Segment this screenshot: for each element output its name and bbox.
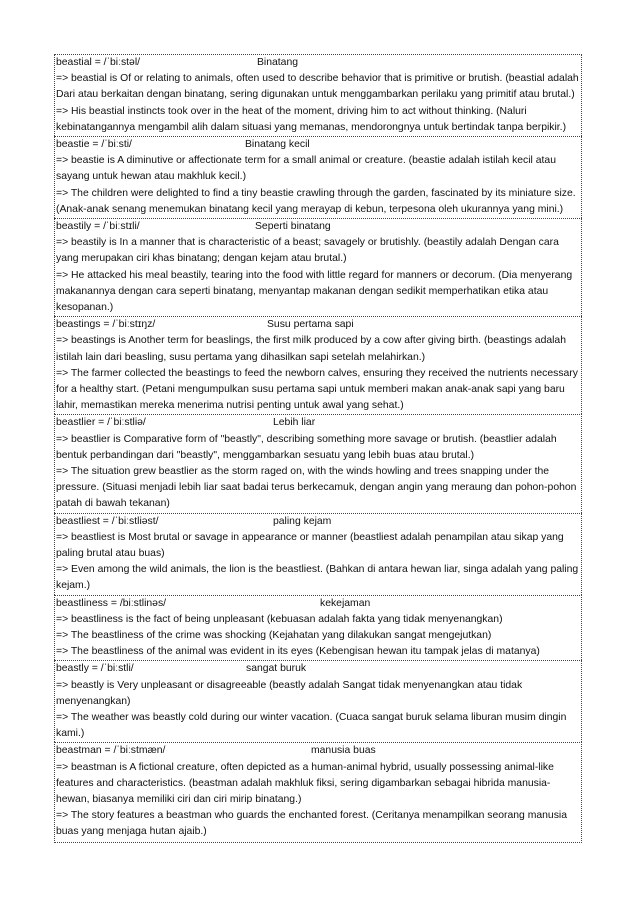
dictionary-entry	[54, 316, 582, 414]
dictionary-entry	[54, 660, 582, 742]
entry-header	[56, 137, 580, 153]
example: => The story features a beastman who guards the enchanted forest. (Ceritanya menampilkan seorang manusia buas yang menjaga hutan ajaib.)	[56, 810, 567, 838]
entry-header	[56, 415, 580, 431]
example: => The beastliness of the animal was evident in its eyes (Kebengisan hewan itu tampak jelas di matanya)	[56, 646, 540, 658]
translation: sangat buruk	[246, 663, 307, 675]
example: => The beastliness of the crime was shocking (Kejahatan yang dilakukan sangat mengejutkan)	[56, 630, 492, 641]
definition: => beastly is Very unpleasant or disagreeable (beastly adalah Sangat tidak menyenangkan atau tidak menyenangkan)	[56, 679, 523, 707]
dictionary-entry	[54, 595, 582, 661]
definition: => beastliness is the fact of being unpleasant (kebuasan adalah fakta yang tidak menyenangkan)	[56, 613, 503, 625]
entry-header	[56, 596, 580, 612]
headword-pronunciation: beastman = /ˈbiːstmæn/	[56, 745, 166, 757]
entry-header	[56, 317, 580, 333]
translation: paling kejam	[273, 515, 332, 527]
definition: => beastlier is Comparative form of "beastly", describing something more savage or brutish. (beastlier adalah bentuk perbandingan dari "beastly", menggambarkan sesuatu yang lebih buas atau brutal.)	[56, 433, 557, 461]
dictionary-entry	[54, 742, 582, 842]
example: => The children were delighted to find a tiny beastie crawling through the garden, fascinated by its miniature size. (Anak-anak senang menemukan binatang kecil yang merayap di kebun, terpesona oleh ukurannya yang mini.)	[56, 187, 576, 215]
translation: Seperti binatang	[255, 221, 331, 232]
entry-header	[56, 219, 580, 235]
dictionary-entry	[54, 136, 582, 218]
headword-pronunciation: beastly = /ˈbiːstli/	[56, 663, 134, 675]
headword-pronunciation: beastliest = /ˈbiːstliəst/	[56, 515, 159, 527]
translation: manusia buas	[311, 745, 376, 757]
dictionary-document	[54, 54, 582, 843]
headword-pronunciation: beastie = /ˈbiːsti/	[56, 139, 132, 150]
example: => He attacked his meal beastily, tearing into the food with little regard for manners or decorum. (Dia menyerang makanannya dengan cara seperti binatang, menyantap makanan dengan sedikit memperhatikan etika atau kesopanan.)	[56, 269, 573, 313]
example: => The farmer collected the beastings to feed the newborn calves, ensuring they received the nutrients necessary for a healthy start. (Petani mengumpulkan susu pertama sapi untuk memberi makan anak-anak sapi yang baru lahir, memastikan mereka menerima nutrisi penting untuk awal yang sehat.)	[56, 367, 578, 412]
headword-pronunciation: beastliness = /biːstlinəs/	[56, 597, 167, 609]
dictionary-entry	[54, 414, 582, 512]
definition: => beastily is In a manner that is characteristic of a beast; savagely or brutishly. (beastily adalah Dengan cara yang merupakan ciri khas binatang; dengan kejam atau brutal.)	[56, 237, 559, 265]
translation: Susu pertama sapi	[267, 319, 354, 331]
translation: Binatang kecil	[245, 139, 310, 150]
entry-header	[56, 743, 580, 759]
dictionary-entry	[54, 54, 582, 136]
definition: => beastman is A fictional creature, often depicted as a human-animal hybrid, usually possessing animal-like features and characteristics. (beastman adalah makhluk fiksi, sering digambarkan sebagai hibrida manusia-hewan, biasanya memiliki ciri dan ciri mirip binatang.)	[56, 761, 554, 805]
example: => The weather was beastly cold during our winter vacation. (Cuaca sangat buruk selama liburan musim dingin kami.)	[56, 712, 567, 740]
translation: Binatang	[257, 57, 299, 68]
example: => Even among the wild animals, the lion is the beastliest. (Bahkan di antara hewan liar, singa adalah yang paling kejam.)	[56, 564, 579, 592]
definition: => beastial is Of or relating to animals, often used to describe behavior that is primitive or brutish. (beastial adalah Dari atau berkaitan dengan binatang, sering digunakan untuk menggambarkan perilaku yang primitif atau brutal.)	[56, 73, 579, 101]
headword-pronunciation: beastings = /ˈbiːstɪŋz/	[56, 319, 156, 331]
definition: => beastliest is Most brutal or savage in appearance or manner (beastliest adalah penampilan atau sikap yang paling brutal atau buas)	[56, 531, 564, 559]
example: => His beastial instincts took over in the heat of the moment, driving him to act without thinking. (Naluri kebinatangannya mengambil alih dalam situasi yang memanas, mendorongnya untuk bertindak tanpa berpikir.)	[56, 105, 567, 133]
entry-header	[56, 55, 580, 71]
entry-header	[56, 514, 580, 530]
example: => The situation grew beastlier as the storm raged on, with the winds howling and trees snapping under the pressure. (Situasi menjadi lebih liar saat badai terus berkecamuk, dengan angin yang meraung dan pohon-pohon patah di bawah tekanan)	[56, 466, 577, 510]
headword-pronunciation: beastlier = /ˈbiːstliə/	[56, 417, 146, 429]
entry-header	[56, 661, 580, 677]
dictionary-entry	[54, 218, 582, 316]
translation: Lebih liar	[273, 417, 316, 429]
definition: => beastie is A diminutive or affectionate term for a small animal or creature. (beastie adalah istilah kecil atau sayang untuk hewan atau makhluk kecil.)	[56, 155, 556, 183]
headword-pronunciation: beastily = /ˈbiːstɪli/	[56, 221, 140, 232]
definition: => beastings is Another term for beaslings, the first milk produced by a cow after giving birth. (beastings adalah istilah lain dari beasling, susu pertama yang dihasilkan sapi setelah melahirkan.)	[56, 335, 566, 363]
headword-pronunciation: beastial = /ˈbiːstəl/	[56, 57, 141, 68]
dictionary-entry	[54, 513, 582, 595]
translation: kekejaman	[320, 597, 371, 609]
